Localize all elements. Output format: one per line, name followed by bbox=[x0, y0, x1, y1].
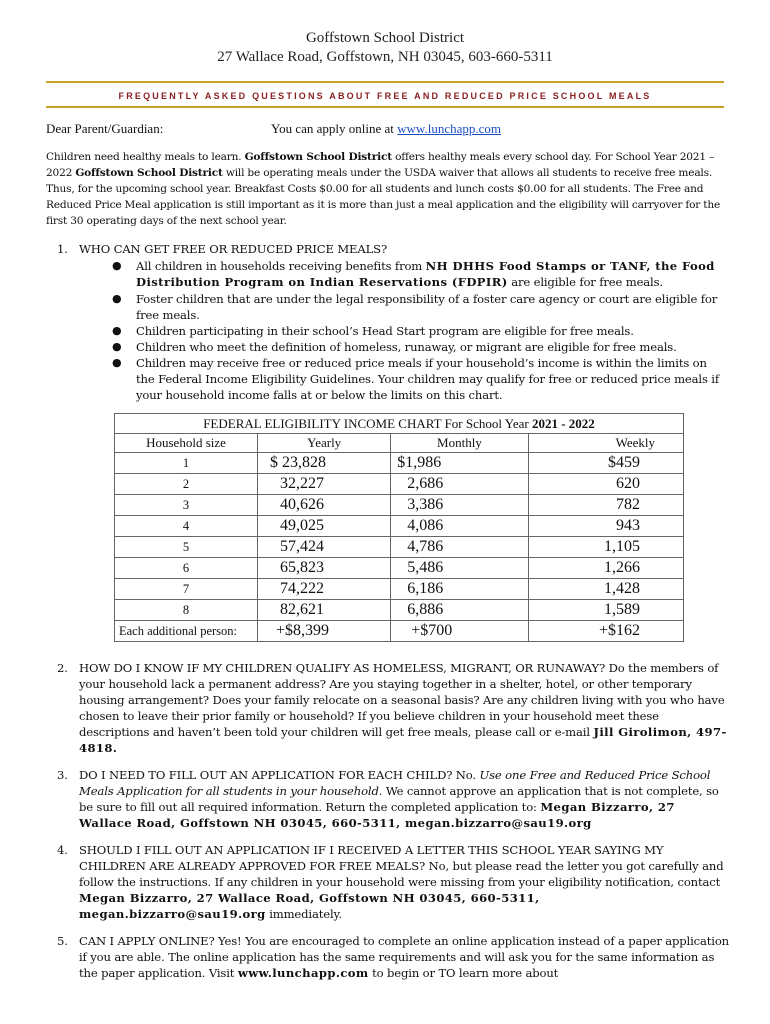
table-title bbox=[115, 414, 684, 434]
cell-weekly: 1,266 bbox=[528, 558, 683, 579]
bullet-icon: ● bbox=[112, 340, 122, 353]
q4-number: 4. bbox=[57, 843, 68, 857]
q5-lunchapp-link[interactable]: www.lunchapp.com bbox=[237, 966, 369, 980]
cell-size: 1 bbox=[115, 453, 258, 474]
q4-contact: Megan Bizzarro, 27 Wallace Road, Goffstown NH 03045, 660-5311, megan.bizzarro@sau19.org bbox=[79, 891, 540, 921]
cell-monthly: 4,786 bbox=[391, 537, 528, 558]
q1-bullet-2: Foster children that are under the legal responsibility of a foster care agency or court are eligible for free meals. bbox=[136, 292, 718, 322]
table-title-row bbox=[115, 414, 684, 434]
cell-yearly: 74,222 bbox=[258, 579, 391, 600]
cell-yearly: 57,424 bbox=[258, 537, 391, 558]
table-row bbox=[115, 537, 684, 558]
cell-monthly: +$700 bbox=[391, 621, 528, 642]
q1-bullet-4: Children who meet the definition of homeless, runaway, or migrant are eligible for free meals. bbox=[136, 340, 677, 354]
bullet-icon: ● bbox=[112, 259, 122, 272]
col-yearly: Yearly bbox=[258, 434, 391, 453]
q5-text bbox=[79, 933, 729, 981]
divider-bottom bbox=[46, 106, 724, 108]
q1-bullet-3: Children participating in their school’s Head Start program are eligible for free meals. bbox=[136, 324, 634, 338]
table-row bbox=[115, 495, 684, 516]
q2-body: HOW DO I KNOW IF MY CHILDREN QUALIFY AS HOMELESS, MIGRANT, OR RUNAWAY? Do the members of your household lack a permanent address? Are you staying together in a shelter, hotel, or other temporary housing arrangement? Does your family relocate on a seasonal basis? Are any children living with you who have chosen to leave their prior family or household? If you believe children in your household meet these descriptions and haven’t been told your children will get free meals, please call or e-mail bbox=[79, 661, 725, 739]
bullet-icon: ● bbox=[112, 292, 122, 305]
q3-body-2: We cannot approve an application that is not complete, so be sure to fill out all required information. Return the completed application to: bbox=[79, 784, 719, 814]
cell-size: 2 bbox=[115, 474, 258, 495]
cell-weekly: 782 bbox=[528, 495, 683, 516]
q1-b1-pre: All children in households receiving benefits from bbox=[136, 259, 426, 273]
cell-size: 6 bbox=[115, 558, 258, 579]
cell-size: 8 bbox=[115, 600, 258, 621]
bullet-icon: ● bbox=[112, 324, 122, 337]
cell-size: 4 bbox=[115, 516, 258, 537]
intro-district-1: Goffstown School District bbox=[244, 151, 392, 163]
cell-weekly: 1,105 bbox=[528, 537, 683, 558]
q5-number: 5. bbox=[57, 934, 68, 948]
q3-text bbox=[79, 767, 729, 831]
cell-monthly: 2,686 bbox=[391, 474, 528, 495]
intro-district-2: Goffstown School District bbox=[75, 167, 223, 179]
q5-body-2: to begin or TO learn more about bbox=[368, 966, 559, 980]
cell-monthly: 6,886 bbox=[391, 600, 528, 621]
q1-b1-post: are eligible for free meals. bbox=[507, 275, 663, 289]
cell-weekly: +$162 bbox=[528, 621, 683, 642]
q3-body-1: DO I NEED TO FILL OUT AN APPLICATION FOR EACH CHILD? No. bbox=[79, 768, 480, 782]
intro-text-2: offers healthy meals every school day. For School Year 2021 – 2022 bbox=[46, 151, 715, 179]
cell-weekly: 620 bbox=[528, 474, 683, 495]
intro-text-3: will be operating meals under the USDA waiver that allows all students to receive free meals. Thus, for the upcoming school year. Breakfast Costs $0.00 for all students and lunch costs $0.00 for all students. The Free and Reduced Price Meal application is still important as it is more than just a meal application and the eligibility will carryover for the first 30 operating days of the next school year. bbox=[46, 167, 721, 227]
income-eligibility-table bbox=[114, 413, 684, 642]
col-weekly: Weekly bbox=[528, 434, 683, 453]
table-header-row bbox=[115, 434, 684, 453]
q3-number: 3. bbox=[57, 768, 68, 782]
q4-body-2: immediately. bbox=[265, 907, 342, 921]
q1-bullet-5: Children may receive free or reduced price meals if your household’s income is within the limits on the Federal Income Eligibility Guidelines. Your children may qualify for free or reduced price meals if your household income falls at or below the limits on this chart. bbox=[136, 356, 719, 402]
cell-weekly: $459 bbox=[528, 453, 683, 474]
divider-top bbox=[46, 81, 724, 83]
greeting: Dear Parent/Guardian: bbox=[46, 121, 164, 136]
table-row-additional bbox=[115, 621, 684, 642]
cell-weekly: 1,428 bbox=[528, 579, 683, 600]
intro-text-1: Children need healthy meals to learn. bbox=[46, 151, 245, 163]
cell-yearly: 49,025 bbox=[258, 516, 391, 537]
table-row bbox=[115, 558, 684, 579]
q5-body-1: CAN I APPLY ONLINE? Yes! You are encouraged to complete an online application instead of a paper application if you are able. The online application has the same requirements and will ask you for the same information as the paper application. Visit bbox=[79, 934, 729, 980]
cell-weekly: 1,589 bbox=[528, 600, 683, 621]
cell-size: 7 bbox=[115, 579, 258, 600]
table-row bbox=[115, 474, 684, 495]
q2-number: 2. bbox=[57, 661, 68, 675]
apply-prefix: You can apply online at bbox=[271, 121, 398, 136]
cell-yearly: 40,626 bbox=[258, 495, 391, 516]
q3-contact: Megan Bizzarro, 27 Wallace Road, Goffstown NH 03045, 660-5311, megan.bizzarro@sau19.org bbox=[79, 800, 675, 830]
cell-weekly: 943 bbox=[528, 516, 683, 537]
q4-body-1: SHOULD I FILL OUT AN APPLICATION IF I RECEIVED A LETTER THIS SCHOOL YEAR SAYING MY CHILDREN ARE ALREADY APPROVED FOR FREE MEALS? No, but please read the letter you got carefully and follow the instructions. If any children in your household were missing from your eligibility notification, contact bbox=[79, 843, 724, 889]
cell-yearly: 65,823 bbox=[258, 558, 391, 579]
district-name: Goffstown School District bbox=[305, 30, 465, 46]
q2-contact: Jill Girolimon, 497-4818. bbox=[79, 725, 727, 755]
cell-monthly: 5,486 bbox=[391, 558, 528, 579]
cell-monthly: 4,086 bbox=[391, 516, 528, 537]
cell-yearly: 32,227 bbox=[258, 474, 391, 495]
cell-yearly: 82,621 bbox=[258, 600, 391, 621]
q4-text bbox=[79, 842, 729, 922]
cell-size: 3 bbox=[115, 495, 258, 516]
q3-italic: Use one Free and Reduced Price School Meals Application for all students in your household. bbox=[79, 768, 711, 798]
district-address: 27 Wallace Road, Goffstown, NH 03045, 603-660-5311 bbox=[217, 49, 553, 65]
cell-monthly: 6,186 bbox=[391, 579, 528, 600]
q2-text bbox=[79, 660, 729, 756]
faq-title: FREQUENTLY ASKED QUESTIONS ABOUT FREE AND REDUCED PRICE SCHOOL MEALS bbox=[118, 91, 652, 101]
table-row bbox=[115, 579, 684, 600]
q1-bullets bbox=[0, 258, 770, 402]
cell-yearly: $ 23,828 bbox=[258, 453, 391, 474]
cell-size: Each additional person: bbox=[115, 621, 258, 642]
cell-monthly: 3,386 bbox=[391, 495, 528, 516]
q1-number: 1. bbox=[57, 242, 68, 256]
col-monthly: Monthly bbox=[391, 434, 528, 453]
table-row bbox=[115, 600, 684, 621]
bullet-icon: ● bbox=[112, 356, 122, 369]
cell-yearly: +$8,399 bbox=[258, 621, 391, 642]
intro-paragraph bbox=[46, 149, 726, 229]
col-household-size: Household size bbox=[115, 434, 258, 453]
q1-bullet-1 bbox=[136, 258, 726, 290]
table-row bbox=[115, 516, 684, 537]
table-title-year: 2021 - 2022 bbox=[531, 415, 595, 431]
cell-size: 5 bbox=[115, 537, 258, 558]
apply-online-line bbox=[271, 121, 501, 137]
lunchapp-link[interactable]: www.lunchapp.com bbox=[397, 121, 501, 136]
table-row bbox=[115, 453, 684, 474]
cell-monthly: $1,986 bbox=[391, 453, 528, 474]
table-title-text: FEDERAL ELIGIBILITY INCOME CHART For School Year bbox=[203, 415, 532, 431]
q1-title: WHO CAN GET FREE OR REDUCED PRICE MEALS? bbox=[79, 242, 388, 256]
q1-b1-bold: NH DHHS Food Stamps or TANF, the Food Distribution Program on Indian Reservations (FDPIR) bbox=[136, 259, 715, 289]
